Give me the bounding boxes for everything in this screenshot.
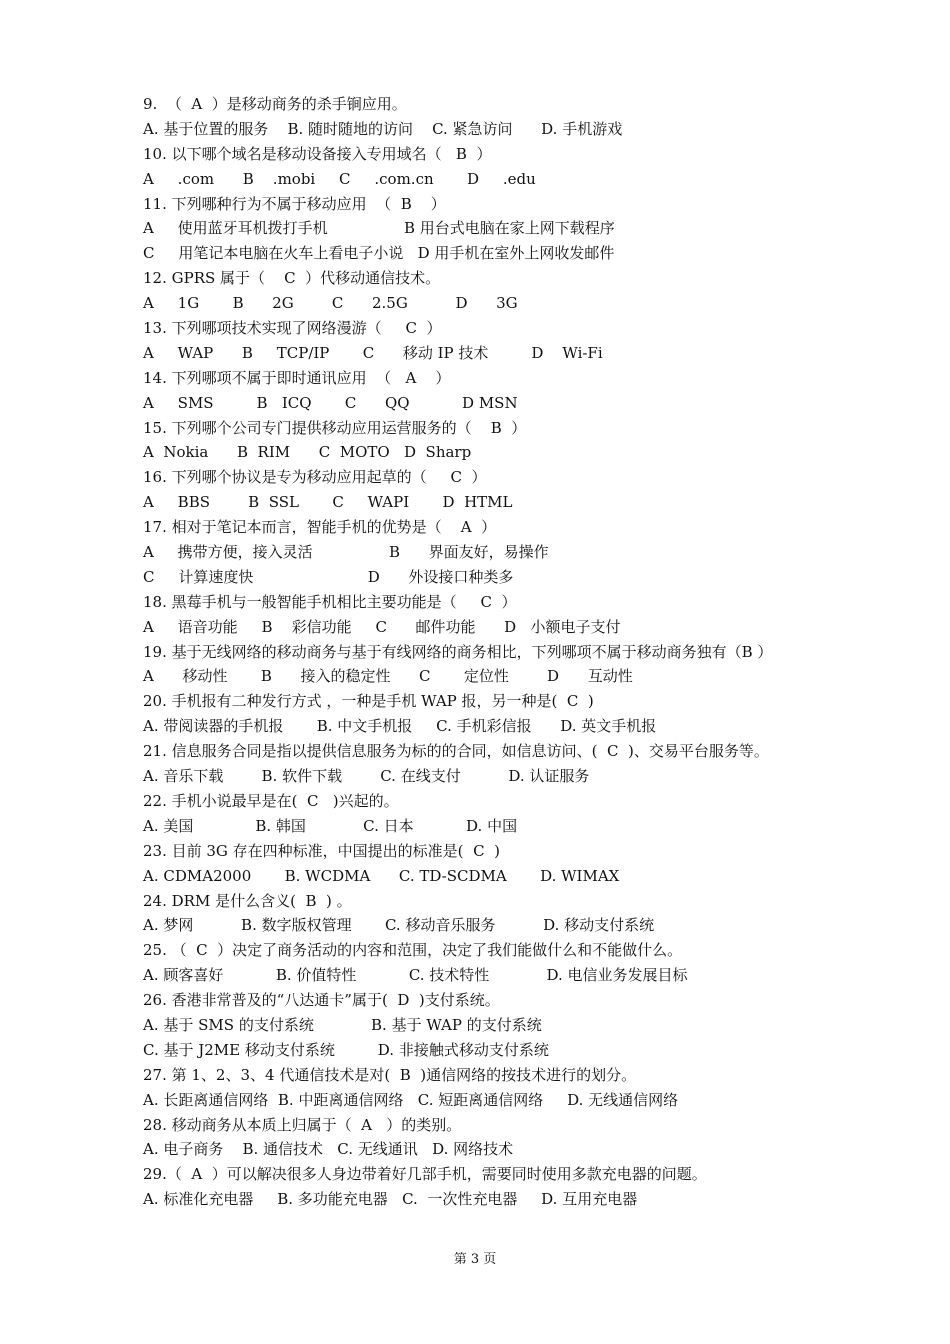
text-line: A 移动性 B 接入的稳定性 C 定位性 D 互动性 xyxy=(143,667,633,686)
text-line: 17. 相对于笔记本而言，智能手机的优势是（ A ） xyxy=(143,518,497,537)
text-line: A. 带阅读器的手机报 B. 中文手机报 C. 手机彩信报 D. 英文手机报 xyxy=(143,717,657,736)
text-line: A. CDMA2000 B. WCDMA C. TD-SCDMA D. WIMAX xyxy=(143,866,620,885)
text-line: A. 长距离通信网络 B. 中距离通信网络 C. 短距离通信网络 D. 无线通信网络 xyxy=(143,1090,679,1109)
text-line: A. 顾客喜好 B. 价值特性 C. 技术特性 D. 电信业务发展目标 xyxy=(143,966,688,985)
text-line: C 计算速度快 D 外设接口种类多 xyxy=(143,567,514,586)
text-line: 11. 下列哪种行为不属于移动应用 （ B ） xyxy=(143,194,446,213)
text-line: 10. 以下哪个域名是移动设备接入专用域名（ B ） xyxy=(143,144,492,163)
text-line: 18. 黑莓手机与一般智能手机相比主要功能是（ C ） xyxy=(143,592,517,611)
text-line: C 用笔记本电脑在火车上看电子小说 D 用手机在室外上网收发邮件 xyxy=(143,244,615,263)
text-line: A. 音乐下载 B. 软件下载 C. 在线支付 D. 认证服务 xyxy=(143,767,590,786)
text-line: 12. GPRS 属于（ C ）代移动通信技术。 xyxy=(143,269,441,288)
page-number: 第 3 页 xyxy=(453,1252,497,1267)
text-line: A BBS B SSL C WAPI D HTML xyxy=(143,493,513,512)
text-line: A. 梦网 B. 数字版权管理 C. 移动音乐服务 D. 移动支付系统 xyxy=(143,916,655,935)
text-line: 29.（ A ）可以解决很多人身边带着好几部手机，需要同时使用多款充电器的问题。 xyxy=(143,1165,707,1184)
text-line: A. 基于位置的服务 B. 随时随地的访问 C. 紧急访问 D. 手机游戏 xyxy=(143,119,623,138)
text-line: 22. 手机小说最早是在( C )兴起的。 xyxy=(143,791,399,810)
text-line: A WAP B TCP/IP C 移动 IP 技术 D Wi-Fi xyxy=(143,343,603,362)
text-line: A. 基于 SMS 的支付系统 B. 基于 WAP 的支付系统 xyxy=(143,1015,542,1034)
text-line: 24. DRM 是什么含义( B ) 。 xyxy=(143,891,352,910)
text-line: 26. 香港非常普及的“八达通卡”属于( D )支付系统。 xyxy=(143,991,500,1010)
text-line: A .com B .mobi C .com.cn D .edu xyxy=(143,169,536,188)
text-line: 21. 信息服务合同是指以提供信息服务为标的的合同，如信息访问、( C )、交易平台服务等。 xyxy=(143,742,769,761)
text-line: 20. 手机报有二种发行方式 ，一种是手机 WAP 报，另一种是( C ) xyxy=(143,692,594,711)
text-line: 14. 下列哪项不属于即时通讯应用 （ A ） xyxy=(143,368,451,387)
text-line: A. 美国 B. 韩国 C. 日本 D. 中国 xyxy=(143,816,518,835)
text-line: A 使用蓝牙耳机拨打手机 B 用台式电脑在家上网下载程序 xyxy=(143,219,615,238)
text-line: C. 基于 J2ME 移动支付系统 D. 非接触式移动支付系统 xyxy=(143,1040,549,1059)
text-line: 28. 移动商务从本质上归属于（ A ）的类别。 xyxy=(143,1115,462,1134)
text-line: A. 电子商务 B. 通信技术 C. 无线通讯 D. 网络技术 xyxy=(143,1140,514,1159)
text-line: A 携带方便，接入灵活 B 界面友好，易操作 xyxy=(143,543,549,562)
text-line: 27. 第 1、2、3、4 代通信技术是对( B )通信网络的按技术进行的划分。 xyxy=(143,1065,637,1084)
text-line: A 语音功能 B 彩信功能 C 邮件功能 D 小额电子支付 xyxy=(143,617,621,636)
text-line: A Nokia B RIM C MOTO D Sharp xyxy=(143,443,472,462)
text-line: 13. 下列哪项技术实现了网络漫游（ C ） xyxy=(143,319,442,338)
text-line: 9. （ A ）是移动商务的杀手锏应用。 xyxy=(143,95,407,113)
question-list xyxy=(143,92,863,1212)
text-line: 23. 目前 3G 存在四种标准，中国提出的标准是( C ) xyxy=(143,841,500,860)
text-line: A 1G B 2G C 2.5G D 3G xyxy=(143,294,518,313)
text-line: A SMS B ICQ C QQ D MSN xyxy=(143,393,518,412)
text-line: 25. （ C ）决定了商务活动的内容和范围，决定了我们能做什么和不能做什么。 xyxy=(143,941,683,960)
text-line: 19. 基于无线网络的移动商务与基于有线网络的商务相比，下列哪项不属于移动商务独有（B ） xyxy=(143,642,773,661)
text-line: A. 标准化充电器 B. 多功能充电器 C. 一次性充电器 D. 互用充电器 xyxy=(143,1190,638,1209)
text-line: 15. 下列哪个公司专门提供移动应用运营服务的（ B ） xyxy=(143,418,527,437)
text-line: 16. 下列哪个协议是专为移动应用起草的（ C ） xyxy=(143,468,487,487)
